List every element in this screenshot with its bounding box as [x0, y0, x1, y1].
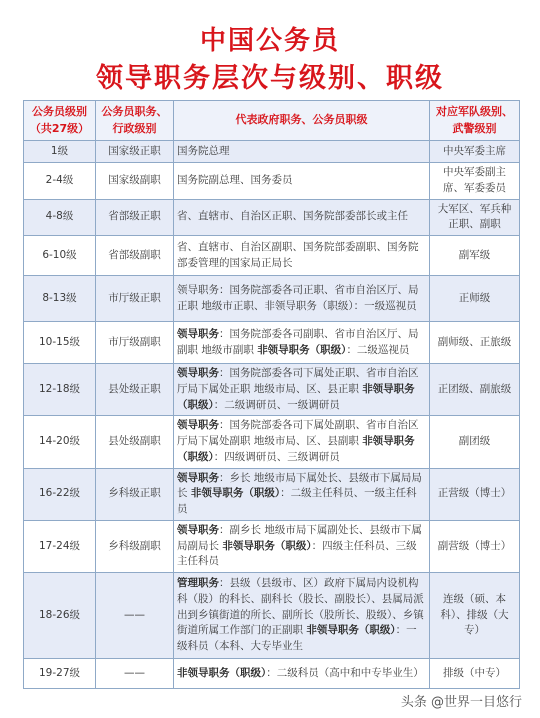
positions-text: ：国务院部委各司下属处副职、省市自治区厅局下属处副职 地级市局、区、县副职 — [177, 419, 419, 447]
level-cell: 12-18级 — [24, 364, 96, 416]
positions-label: 领导职务 — [177, 471, 219, 484]
title-line-2: 领导职务层次与级别、职级 — [96, 63, 444, 94]
rank-cell: 乡科级副职 — [96, 520, 174, 572]
positions-label: 非领导职务（职级） — [177, 382, 415, 411]
table-row — [24, 141, 520, 163]
table-row — [24, 573, 520, 659]
positions-cell — [174, 276, 430, 322]
positions-label: 非领导职务（职级） — [257, 343, 347, 356]
positions-cell — [174, 199, 430, 236]
positions-cell — [174, 163, 430, 200]
level-cell: 17-24级 — [24, 520, 96, 572]
rank-cell: 国家级正职 — [96, 141, 174, 163]
title-line-1: 中国公务员 — [199, 26, 340, 56]
positions-cell — [174, 416, 430, 468]
rank-cell: —— — [96, 659, 174, 689]
positions-cell — [174, 236, 430, 276]
rank-table — [23, 100, 520, 689]
table-row — [24, 199, 520, 236]
military-cell: 排级（中专） — [430, 659, 520, 689]
positions-label: 非领导职务（职级） — [177, 666, 267, 679]
level-cell: 19-27级 — [24, 659, 96, 689]
table-row — [24, 468, 520, 520]
positions-cell — [174, 659, 430, 689]
rank-cell: —— — [96, 573, 174, 659]
header-level: 公务员级别（共27级） — [24, 101, 96, 141]
military-cell: 正团级、副旅级 — [430, 364, 520, 416]
table-row — [24, 520, 520, 572]
positions-text: ：二级巡视员 — [346, 343, 410, 356]
level-cell: 1级 — [24, 141, 96, 163]
level-cell: 14-20级 — [24, 416, 96, 468]
level-cell: 16-22级 — [24, 468, 96, 520]
table-row — [24, 276, 520, 322]
rank-cell: 县处级副职 — [96, 416, 174, 468]
level-cell: 4-8级 — [24, 199, 96, 236]
positions-text: 国务院总理 — [177, 144, 230, 157]
positions-text: ：一级科员（本科、大专毕业生 — [177, 624, 417, 653]
rank-cell: 市厅级正职 — [96, 276, 174, 322]
table-row — [24, 659, 520, 689]
level-cell: 6-10级 — [24, 236, 96, 276]
positions-label: 领导职务 — [177, 523, 219, 536]
military-cell: 正营级（博士） — [430, 468, 520, 520]
rank-cell: 县处级正职 — [96, 364, 174, 416]
positions-cell — [174, 573, 430, 659]
rank-cell: 市厅级副职 — [96, 322, 174, 364]
positions-text: ：国务院部委各司下属处正职、省市自治区厅局下属处正职 地级市局、区、县正职 — [177, 367, 419, 395]
positions-cell — [174, 520, 430, 572]
table-row — [24, 236, 520, 276]
table-row — [24, 163, 520, 200]
positions-cell — [174, 364, 430, 416]
rank-cell: 乡科级正职 — [96, 468, 174, 520]
positions-label: 管理职务 — [177, 577, 219, 590]
military-cell: 副营级（博士） — [430, 520, 520, 572]
level-cell: 18-26级 — [24, 573, 96, 659]
header-rank: 公务员职务、行政级别 — [96, 101, 174, 141]
rank-cell: 省部级副职 — [96, 236, 174, 276]
positions-text: ：二级主任科员、一级主任科员 — [177, 487, 417, 515]
level-cell: 10-15级 — [24, 322, 96, 364]
positions-text: ：四级调研员、三级调研员 — [213, 450, 340, 463]
positions-cell — [174, 322, 430, 364]
positions-text: 领导职务：国务院部委各司正职、省市自治区厅、局正职 地级市正职、非领导职务（职级）：一级巡视员 — [177, 283, 419, 312]
military-cell: 副师级、正旅级 — [430, 322, 520, 364]
level-cell: 2-4级 — [24, 163, 96, 200]
military-cell: 中央军委主席 — [430, 141, 520, 163]
positions-label: 非领导职务（职级） — [222, 539, 312, 552]
positions-label: 领导职务 — [177, 419, 219, 432]
military-cell: 正师级 — [430, 276, 520, 322]
military-cell: 副团级 — [430, 416, 520, 468]
positions-text: ：县级（县级市、区）政府下属局内设机构科（股）的科长、副科长（股长、副股长）、县属局派出到乡镇街道的所长、副所长（股所长、股级）、乡镇街道所属工作部门的正副职 — [177, 577, 424, 637]
positions-text: ：二级科员（高中和中专毕业生） — [266, 666, 424, 679]
positions-text: ：乡长 地级市局下属处长、县级市下属局局长 — [177, 471, 422, 500]
table-row — [24, 416, 520, 468]
positions-label: 非领导职务（职级） — [177, 435, 415, 463]
positions-text: ：副乡长 地级市局下属副处长、县级市下属局副局长 — [177, 523, 422, 552]
header-military: 对应军队级别、武警级别 — [430, 101, 520, 141]
level-cell: 8-13级 — [24, 276, 96, 322]
positions-text: 省、直辖市、自治区正职、国务院部委部长或主任 — [177, 210, 408, 223]
military-cell: 连级（硕、本科）、排级（大专） — [430, 573, 520, 659]
positions-cell — [174, 468, 430, 520]
military-cell: 副军级 — [430, 236, 520, 276]
positions-text: 国务院副总理、国务委员 — [177, 173, 293, 186]
positions-cell — [174, 141, 430, 163]
rank-cell: 国家级副职 — [96, 163, 174, 200]
positions-label: 领导职务 — [177, 327, 219, 340]
positions-label: 领导职务 — [177, 367, 219, 379]
table-row — [24, 364, 520, 416]
positions-label: 非领导职务（职级） — [190, 487, 281, 500]
military-cell: 大军区、军兵种正职、副职 — [430, 199, 520, 236]
positions-text: ：国务院部委各司副职、省市自治区厅、局副职 地级市副职 — [177, 327, 419, 356]
positions-text: ：四级主任科员、三级主任科员 — [177, 539, 417, 568]
watermark: 头条 @世界一目悠行 — [400, 695, 522, 710]
positions-text: ：二级调研员、一级调研员 — [213, 398, 340, 411]
header-positions: 代表政府职务、公务员职级 — [174, 101, 430, 141]
military-cell: 中央军委副主席、军委委员 — [430, 163, 520, 200]
positions-text: 省、直辖市、自治区副职、国务院部委副职、国务院部委管理的国家局正局长 — [177, 240, 419, 269]
rank-cell: 省部级正职 — [96, 199, 174, 236]
table-header-row — [24, 101, 520, 141]
table-row — [24, 322, 520, 364]
positions-label: 非领导职务（职级） — [306, 624, 396, 637]
